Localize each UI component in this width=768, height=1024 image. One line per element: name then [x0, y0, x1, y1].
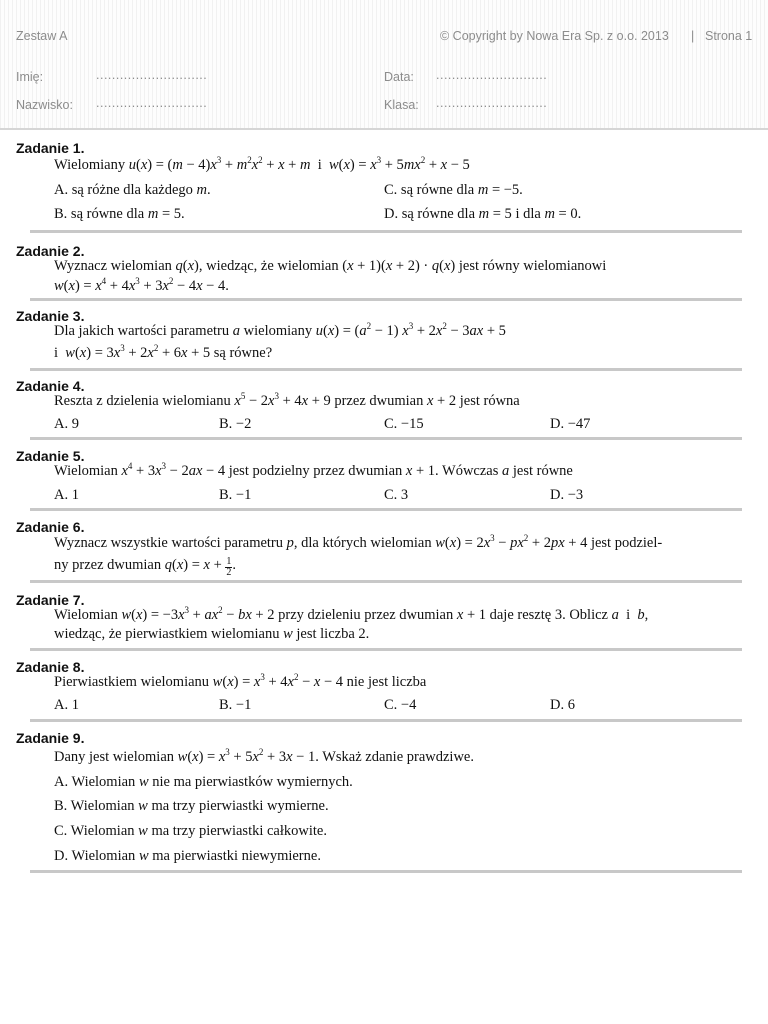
answer-option-d[interactable]: D. 6 — [550, 697, 575, 713]
task-3-line-1: Dla jakich wartości parametru a wielomiany $u(x) = (a^2 - 1) x^3 + 2x^2 - 3ax + 5$ — [54, 321, 506, 339]
copyright-text: © Copyright by Nowa Era Sp. z o.o. 2013 — [440, 29, 669, 43]
answer-option-b[interactable]: B. −2 — [219, 416, 252, 432]
task-title: Zadanie 7. — [16, 592, 85, 608]
date-field[interactable]: ............................ — [436, 68, 548, 82]
task-divider — [30, 437, 742, 440]
answer-option-c[interactable]: C. Wielomian w ma trzy pierwiastki całkowite. — [54, 823, 327, 839]
class-field[interactable]: ............................ — [436, 96, 548, 110]
task-divider — [30, 580, 742, 583]
answer-option-a[interactable]: A. 9 — [54, 416, 79, 432]
task-2-line-2: $w(x) = x^4 + 4x^3 + 3x^2 - 4x - 4$. — [54, 276, 229, 294]
task-divider — [30, 648, 742, 651]
task-4-statement: Reszta z dzielenia wielomianu $x^5 - 2x^3 + 4x + 9$ przez dwumian x + 2 jest równa — [54, 391, 520, 409]
task-title: Zadanie 1. — [16, 140, 85, 156]
task-title: Zadanie 4. — [16, 378, 85, 394]
task-title: Zadanie 8. — [16, 659, 85, 675]
class-label: Klasa: — [384, 98, 419, 112]
task-title: Zadanie 2. — [16, 243, 85, 259]
task-title: Zadanie 9. — [16, 730, 85, 746]
task-divider — [30, 870, 742, 873]
answer-option-b[interactable]: B. Wielomian w ma trzy pierwiastki wymierne. — [54, 798, 329, 814]
task-title: Zadanie 6. — [16, 519, 85, 535]
answer-option-c[interactable]: C. −15 — [384, 416, 424, 432]
answer-option-c[interactable]: C. −4 — [384, 697, 417, 713]
task-2-line-1: Wyznacz wielomian q(x), wiedząc, że wielomian (x + 1)(x + 2) · q(x) jest równy wielomianowi — [54, 258, 607, 274]
task-9-statement: Dany jest wielomian $w(x) = x^3 + 5x^2 + 3x - 1$. Wskaż zdanie prawdziwe. — [54, 747, 474, 765]
answer-option-b[interactable]: B. −1 — [219, 487, 252, 503]
date-label: Data: — [384, 70, 414, 84]
task-divider — [30, 719, 742, 722]
name-field[interactable]: ............................ — [96, 68, 208, 82]
answer-option-d[interactable]: D. −47 — [550, 416, 591, 432]
answer-option-a[interactable]: A. 1 — [54, 697, 79, 713]
answer-option-d[interactable]: D. są równe dla m = 5 i dla m = 0. — [384, 206, 582, 222]
task-title: Zadanie 5. — [16, 448, 85, 464]
answer-option-a[interactable]: A. 1 — [54, 487, 79, 503]
answer-option-a[interactable]: A. są różne dla każdego m. — [54, 182, 211, 198]
task-5-statement: Wielomian $x^4 + 3x^3 - 2ax - 4$ jest podzielny przez dwumian x + 1. Wówczas a jest równe — [54, 461, 573, 479]
task-1-statement: Wielomiany $u(x) = (m - 4)x^3 + m^2x^2 + x + m$ i $w(x) = x^3 + 5mx^2 + x - 5$ — [54, 155, 470, 173]
answer-option-a[interactable]: A. Wielomian w nie ma pierwiastków wymiernych. — [54, 774, 353, 790]
task-7-line-2: wiedząc, że pierwiastkiem wielomianu w jest liczba 2. — [54, 626, 370, 642]
answer-option-d[interactable]: D. Wielomian w ma pierwiastki niewymierne. — [54, 848, 321, 864]
surname-field[interactable]: ............................ — [96, 96, 208, 110]
answer-option-b[interactable]: B. −1 — [219, 697, 252, 713]
task-divider — [30, 368, 742, 371]
task-divider — [30, 230, 742, 233]
task-6-line-2: ny przez dwumian q(x) = x + $\frac{1}{2}$ . — [54, 556, 237, 578]
name-label: Imię: — [16, 70, 44, 84]
task-3-line-2: i $w(x) = 3x^3 + 2x^2 + 6x + 5$ są równe? — [54, 343, 273, 361]
worksheet-header — [0, 0, 768, 130]
task-divider — [30, 298, 742, 301]
set-label: Zestaw A — [16, 29, 68, 43]
header-separator: | — [691, 29, 695, 43]
answer-option-c[interactable]: C. są równe dla m = −5. — [384, 182, 523, 198]
task-8-statement: Pierwiastkiem wielomianu $w(x) = x^3 + 4x^2 - x - 4$ nie jest liczba — [54, 672, 427, 690]
page-number: Strona 1 — [705, 29, 753, 43]
answer-option-b[interactable]: B. są równe dla m = 5. — [54, 206, 185, 222]
answer-option-d[interactable]: D. −3 — [550, 487, 584, 503]
task-7-line-1: Wielomian $w(x) = -3x^3 + ax^2$ − bx + 2 przy dzieleniu przez dwumian x + 1 daje resztę 3. Oblicz a i b, — [54, 605, 649, 623]
task-6-line-1: Wyznacz wszystkie wartości parametru p, dla których wielomian $w(x) = 2x^3 - px^2 + 2px + 4$ jest podziel- — [54, 533, 663, 551]
task-divider — [30, 508, 742, 511]
answer-option-c[interactable]: C. 3 — [384, 487, 409, 503]
surname-label: Nazwisko: — [16, 98, 73, 112]
task-title: Zadanie 3. — [16, 308, 85, 324]
